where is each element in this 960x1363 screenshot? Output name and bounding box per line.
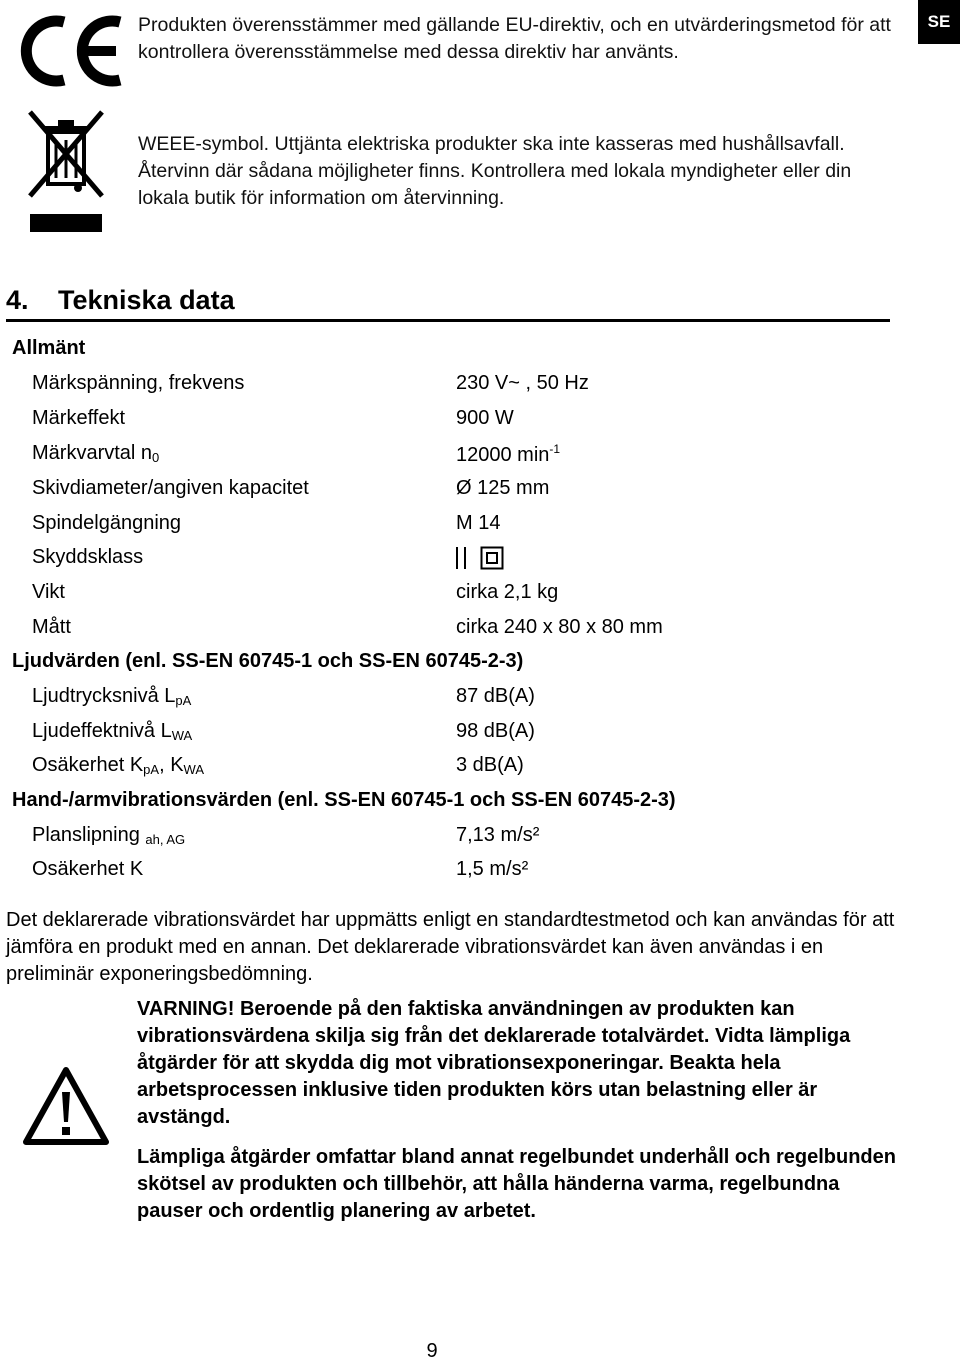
general-label: Vikt [32,581,65,603]
general-value: cirka 2,1 kg [456,581,559,603]
general-label [32,442,159,465]
general-label: Skyddsklass [32,546,144,568]
sound-value: 3 dB(A) [456,754,524,776]
vibration-title: Hand-/armvibrationsvärden (enl. SS-EN 60745-1 och SS-EN 60745-2-3) [12,789,676,811]
double-bar-icon [456,547,466,569]
general-value: 900 W [456,407,514,429]
measures-text: Lämpliga åtgärder omfattar bland annat regelbundet underhåll och regelbunden skötsel av produkten och tillbehör, att hålla händerna varma, regelbundna pauser och ordentlig planering av arbetet. [137,1146,896,1222]
weee-text: WEEE-symbol. Uttjänta elektriska produkter ska inte kasseras med hushållsavfall. Återvinn där sådana möjligheter finns. Kontrollera med lokala myndigheter eller din lokala butik för information om återvinning. [138,133,852,209]
general-value: M 14 [456,512,501,534]
vibration-value: 7,13 m/s² [456,824,540,846]
warning-text: VARNING! Beroende på den faktiska användningen av produkten kan vibrationsvärdena skilja sig från det deklarerade totalvärdet. Vidta lämpliga åtgärder för att skydda dig mot vibrationsexponeringar. Beakta hela arbetsprocessen inklusive tiden produkten körs utan belastning eller är avstängd. [137,998,851,1128]
label-subscript: pA [143,762,160,777]
sound-value: 98 dB(A) [456,720,535,742]
vibration-value: 1,5 m/s² [456,858,529,880]
sound-label [32,720,192,743]
value-superscript: -1 [549,442,561,456]
label-subscript: WA [171,728,193,743]
label-text: Märkvarvtal n [32,442,153,464]
section-title: Tekniska data [58,285,235,315]
label-text: , K [159,754,184,776]
weee-bin-icon [26,108,106,234]
label-text: Ljudtrycksnivå L [32,685,176,707]
general-label: Mått [32,616,71,638]
general-value: 230 V~ , 50 Hz [456,372,589,394]
general-label: Märkeffekt [32,407,125,429]
label-subscript: WA [183,762,204,777]
section-number: 4. [6,285,29,315]
general-value [456,442,560,467]
value-text: 12000 min [456,444,550,466]
language-badge: SE [918,0,960,44]
page-number: 9 [426,1340,438,1362]
general-title: Allmänt [12,337,86,359]
sound-title: Ljudvärden (enl. SS-EN 60745-1 och SS-EN 60745-2-3) [12,650,524,672]
declared-vibration-text: Det deklarerade vibrationsvärdet har uppmätts enligt en standardtestmetod och kan användas för att jämföra en produkt med en annan. Det deklarerade vibrationsvärdet kan även användas i en preliminär exponeringsbedömning. [6,909,895,985]
vibration-label: Osäkerhet K [32,858,144,880]
warning-triangle-icon [22,1066,110,1146]
double-insulation-icon [480,546,504,570]
general-value: cirka 240 x 80 x 80 mm [456,616,663,638]
sound-value: 87 dB(A) [456,685,535,707]
vibration-label [32,824,185,847]
general-value: Ø 125 mm [456,477,550,499]
label-text: Ljudeffektnivå L [32,720,172,742]
ce-conformity-text: Produkten överensstämmer med gällande EU-direktiv, och en utvärderingsmetod för att kontrollera överensstämmelse med dessa direktiv har använts. [138,14,891,63]
label-subscript: ah, AG [145,832,186,847]
label-text: Planslipning [32,824,146,846]
sound-label [32,685,191,708]
label-subscript: pA [175,693,192,708]
sound-label [32,754,204,777]
section-heading [6,283,890,322]
general-label: Skivdiameter/angiven kapacitet [32,477,309,499]
label-text: Osäkerhet K [32,754,144,776]
protection-class-ii-icon [456,546,504,570]
protection-class-value [456,546,504,575]
ce-mark-icon [14,12,126,90]
general-label: Märkspänning, frekvens [32,372,245,394]
general-label: Spindelgängning [32,512,182,534]
label-subscript: 0 [152,450,160,465]
